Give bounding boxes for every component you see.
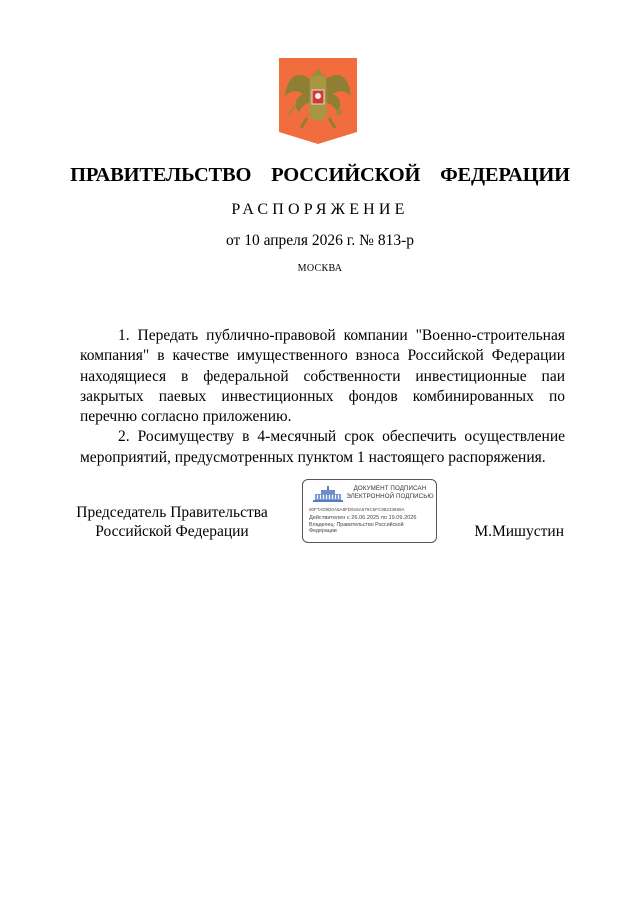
- stamp-heading: [343, 485, 437, 500]
- certificate-owner-line1: Владелец: Правительство Российской: [309, 522, 404, 528]
- paragraph-1: 1. Передать публично-правовой компании "Военно-строительная компания" в качестве имущественного взноса Российской Федерации находящиеся в федеральной собственности инвестиционные паи закрытых паевых инвестиционных фондов комбинированных по перечню согласно приложению.: [80, 327, 565, 426]
- certificate-owner: [309, 522, 429, 535]
- certificate-validity: Действителен с 26.06.2025 по 19.09.2026: [309, 515, 417, 521]
- certificate-number: 00FTAD9D0A5A8FD915A579C5FC98233865A: [309, 507, 405, 512]
- coat-of-arms-icon: [277, 56, 359, 146]
- document-date-number: от 10 апреля 2026 г. № 813-р: [226, 232, 414, 249]
- government-building-icon: [313, 486, 343, 502]
- stamp-heading-line2: ЭЛЕКТРОННОЙ ПОДПИСЬЮ: [346, 492, 434, 500]
- stamp-heading-line1: ДОКУМЕНТ ПОДПИСАН: [353, 485, 427, 492]
- paragraph-2: 2. Росимуществу в 4-месячный срок обеспечить осуществление мероприятий, предусмотренных пунктом 1 настоящего распоряжения.: [80, 428, 565, 466]
- certificate-owner-line2: Федерации: [309, 528, 337, 535]
- electronic-signature-stamp: [302, 479, 437, 543]
- signatory-title-line1: Председатель Правительства: [76, 504, 268, 521]
- document-body: [80, 326, 565, 468]
- signatory-name: М.Мишустин: [474, 523, 564, 540]
- signatory-title: [74, 503, 270, 541]
- document-type: РАСПОРЯЖЕНИЕ: [231, 201, 409, 218]
- signatory-title-line2: Российской Федерации: [95, 523, 249, 540]
- organization-title: ПРАВИТЕЛЬСТВО РОССИЙСКОЙ ФЕДЕРАЦИИ: [70, 164, 570, 186]
- document-city: МОСКВА: [297, 263, 343, 274]
